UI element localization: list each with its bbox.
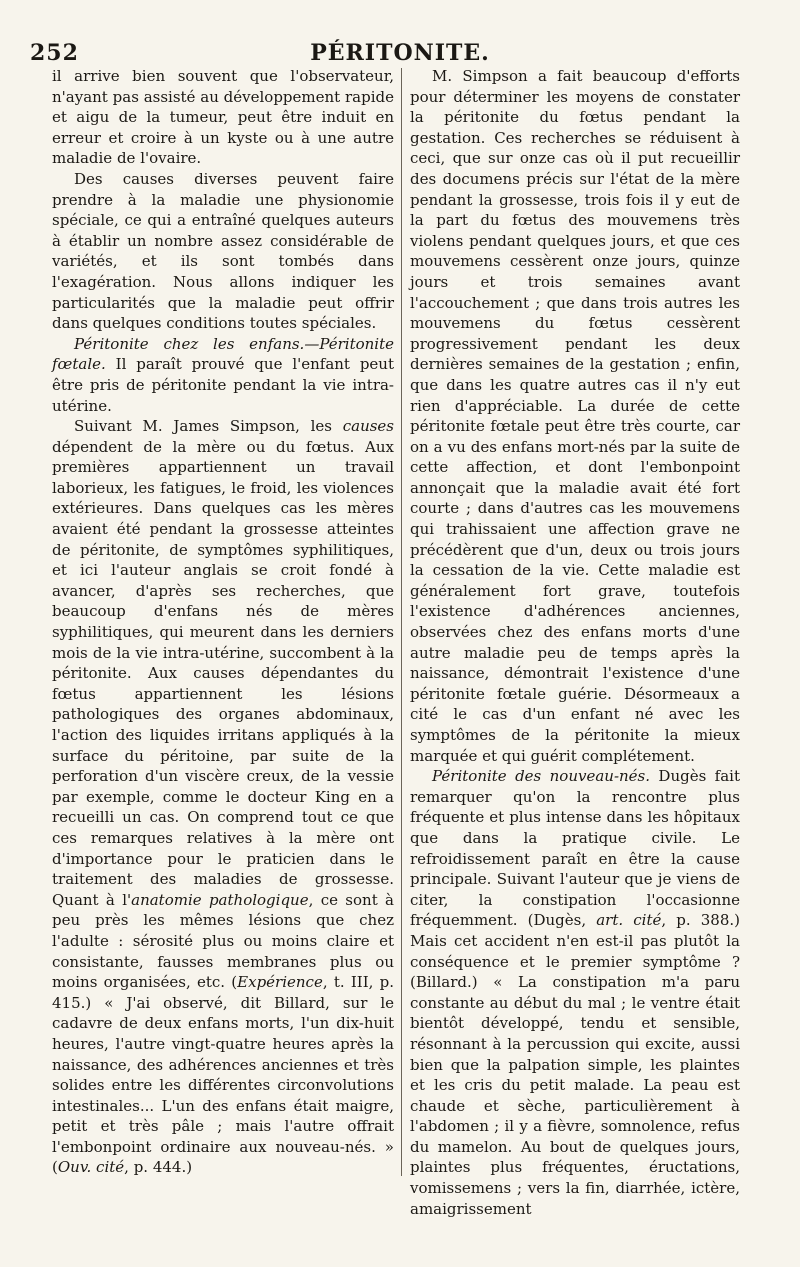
text-run: dépendent de la mère ou du fœtus. Aux premières appartiennent un travail laborieux, les fatigues, le froid, les violences extérieures. Dans quelques cas les mères avaient été pendant la grossesse atteintes de péritonite, de symptômes syphilitiques, et ici l'auteur anglais se croit fondé à avancer, d'après ses recherches, que beaucoup d'enfans nés de mères syphilitiques, qui meurent dans les derniers mois de la vie intra-utérine, succombent à la péritonite. Aux causes dépendantes du fœtus appartiennent les lésions pathologiques des organes abdominaux, l'action des liquides irritans appliqués à la surface du péritoine, par suite de la perforation d'un viscère creux, de la vessie par exemple, comme le docteur King en a recueilli un cas. On comprend tout ce que ces remarques relatives à la mère ont d'importance pour le praticien dans le traitement des maladies de grossesse. Quant à l'	[52, 437, 394, 909]
paragraph-simpson-causes	[52, 416, 394, 1178]
paragraph-fetal-peritonitis	[52, 334, 394, 416]
right-column	[410, 66, 740, 1219]
paragraph-simpson-efforts: M. Simpson a fait beaucoup d'efforts pour déterminer les moyens de constater la péritonite du fœtus pendant la gestation. Ces recherches se réduisent à ceci, que sur onze cas où il put recueillir des documens précis sur l'état de la mère pendant la grossesse, trois fois il y eut de la part du fœtus des mouvemens très violens pendant quelques jours, et que ces mouvemens cessèrent onze jours, quinze jours et trois semaines avant l'accouchement ; que dans trois autres les mouvemens du fœtus cessèrent progressivement pendant les deux dernières semaines de la gestation ; enfin, que dans les quatre autres cas il n'y eut rien d'appréciable. La durée de cette péritonite fœtale peut être très courte, car on a vu des enfans mort-nés par la suite de cette affection, et dont l'embonpoint annonçait que la maladie avait été fort courte ; dans d'autres cas les mouvemens qui trahissaient une affection grave ne précédèrent que d'un, deux ou trois jours la cessation de la vie. Cette maladie est généralement fort grave, toutefois l'existence d'adhérences anciennes, observées chez des enfans morts d'une autre maladie peu de temps après la naissance, démontrait l'existence d'une péritonite fœtale guérie. Désormeaux a cité le cas d'un enfant né avec les symptômes de la péritonite la mieux marquée et qui guérit complétement.	[410, 67, 740, 765]
text-run: Dugès fait remarquer qu'on la rencontre plus fréquente et plus intense dans les hôpitaux que dans la pratique civile. Le refroidissement paraît en être la cause principale. Suivant l'auteur que je viens de citer, la constipation l'occasionne fréquemment. (Dugès,	[410, 767, 740, 930]
column-divider	[401, 68, 402, 1176]
running-title: PÉRITONITE.	[310, 40, 490, 66]
emphasis-anatomie: anatomie pathologique	[131, 890, 309, 909]
text-run: , ce sont à peu près les mêmes lésions que chez l'adulte : sérosité plus ou moins claire et consistante, fausses membranes plus ou moins organisées, etc. (	[52, 890, 394, 992]
text-run: Suivant M. James Simpson, les	[74, 417, 343, 436]
text-run: , p. 444.)	[124, 1158, 193, 1177]
section-heading-newborn: Péritonite des nouveau-nés.	[432, 767, 651, 786]
emphasis-causes: causes	[342, 417, 394, 436]
paragraph-varieties: Des causes diverses peuvent faire prendre à la maladie une physionomie spéciale, ce qui a entraîné quelques auteurs à établir un nombre assez considérable de variétés, et ils sont tombés dans l'exagération. Nous allons indiquer les particularités que la maladie peut offrir dans quelques conditions toutes spéciales.	[52, 169, 394, 333]
left-column	[52, 66, 394, 1178]
citation-ouv-cite: Ouv. cité	[57, 1158, 125, 1177]
citation-experience: Expérience	[237, 973, 323, 992]
section-heading-fetal: Péritonite chez les enfans.—Péritonite fœtale.	[52, 334, 394, 374]
paragraph-continuation: il arrive bien souvent que l'observateur, n'ayant pas assisté au développement rapide et aigu de la tumeur, peut être induit en erreur et croire à un kyste ou à une autre maladie de l'ovaire.	[52, 67, 394, 168]
text-run: , t. III, p. 415.) « J'ai observé, dit Billard, sur le cadavre de deux enfans morts, l'un dix-huit heures, l'autre vingt-quatre heures après la naissance, des adhérences anciennes et très solides entre les différentes circonvolutions intestinales... L'un des enfans était maigre, petit et très pâle ; mais l'autre offrait l'embonpoint ordinaire aux nouveau-nés. » (	[52, 973, 394, 1177]
paragraph-fetal-text: Il paraît prouvé que l'enfant peut être pris de péritonite pendant la vie intra-utérine.	[52, 355, 394, 415]
text-run: , p. 388.) Mais cet accident n'en est-il pas plutôt la conséquence et le premier symptôme ? (Billard.) « La constipation m'a paru constante au début du mal ; le ventre était bientôt développé, tendu et sensible, résonnant à la percussion qui excite, aussi bien que la palpation simple, les plaintes et les cris du petit malade. La peau est chaude et sèche, particulièrement à l'abdomen ; il y a fièvre, somnolence, refus du mamelon. Au bout de quelques jours, plaintes plus fréquentes, éructations, vomissemens ; vers la fin, diarrhée, ictère, amaigrissement	[410, 911, 740, 1218]
page-number: 252	[30, 40, 79, 66]
paragraph-newborn-peritonitis	[410, 766, 740, 1219]
citation-art-cite: art. cité	[596, 911, 662, 930]
